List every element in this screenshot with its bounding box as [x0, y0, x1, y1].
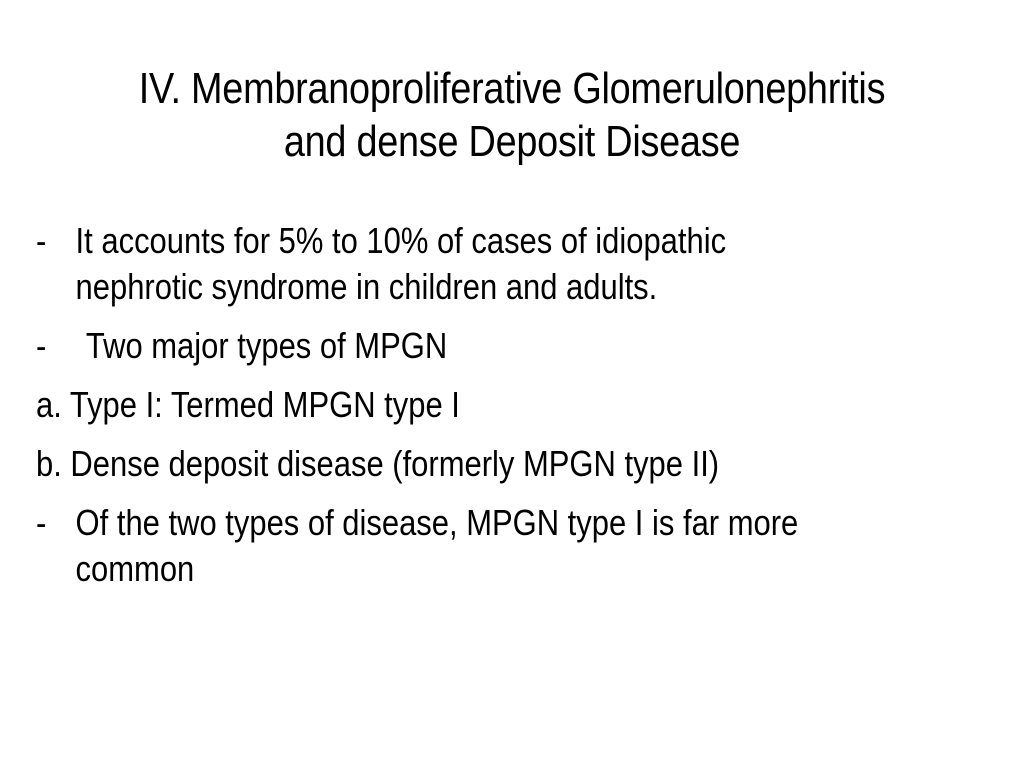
slide-title-line-2: and dense Deposit Disease — [283, 117, 741, 166]
list-item — [36, 323, 862, 369]
list-item — [36, 441, 862, 487]
slide-title-line-1: IV. Membranoproliferative Glomerulonephritis — [138, 64, 886, 113]
list-item — [36, 382, 862, 428]
list-item — [36, 500, 862, 592]
list-item-text: b. Dense deposit disease (formerly MPGN type II) — [36, 443, 720, 484]
list-item-text: a. Type I: Termed MPGN type I — [36, 384, 460, 425]
dash-marker: - — [36, 220, 47, 261]
dash-marker: - — [36, 325, 47, 366]
slide-body-list — [36, 218, 862, 605]
dash-marker: - — [36, 502, 47, 543]
slide-title — [89, 62, 935, 168]
list-item — [36, 218, 862, 310]
list-item-text: Of the two types of disease, MPGN type I is far more common — [75, 502, 799, 589]
list-item-text: Two major types of MPGN — [85, 325, 448, 366]
list-item-text: It accounts for 5% to 10% of cases of idiopathic nephrotic syndrome in children and adults. — [75, 220, 727, 307]
